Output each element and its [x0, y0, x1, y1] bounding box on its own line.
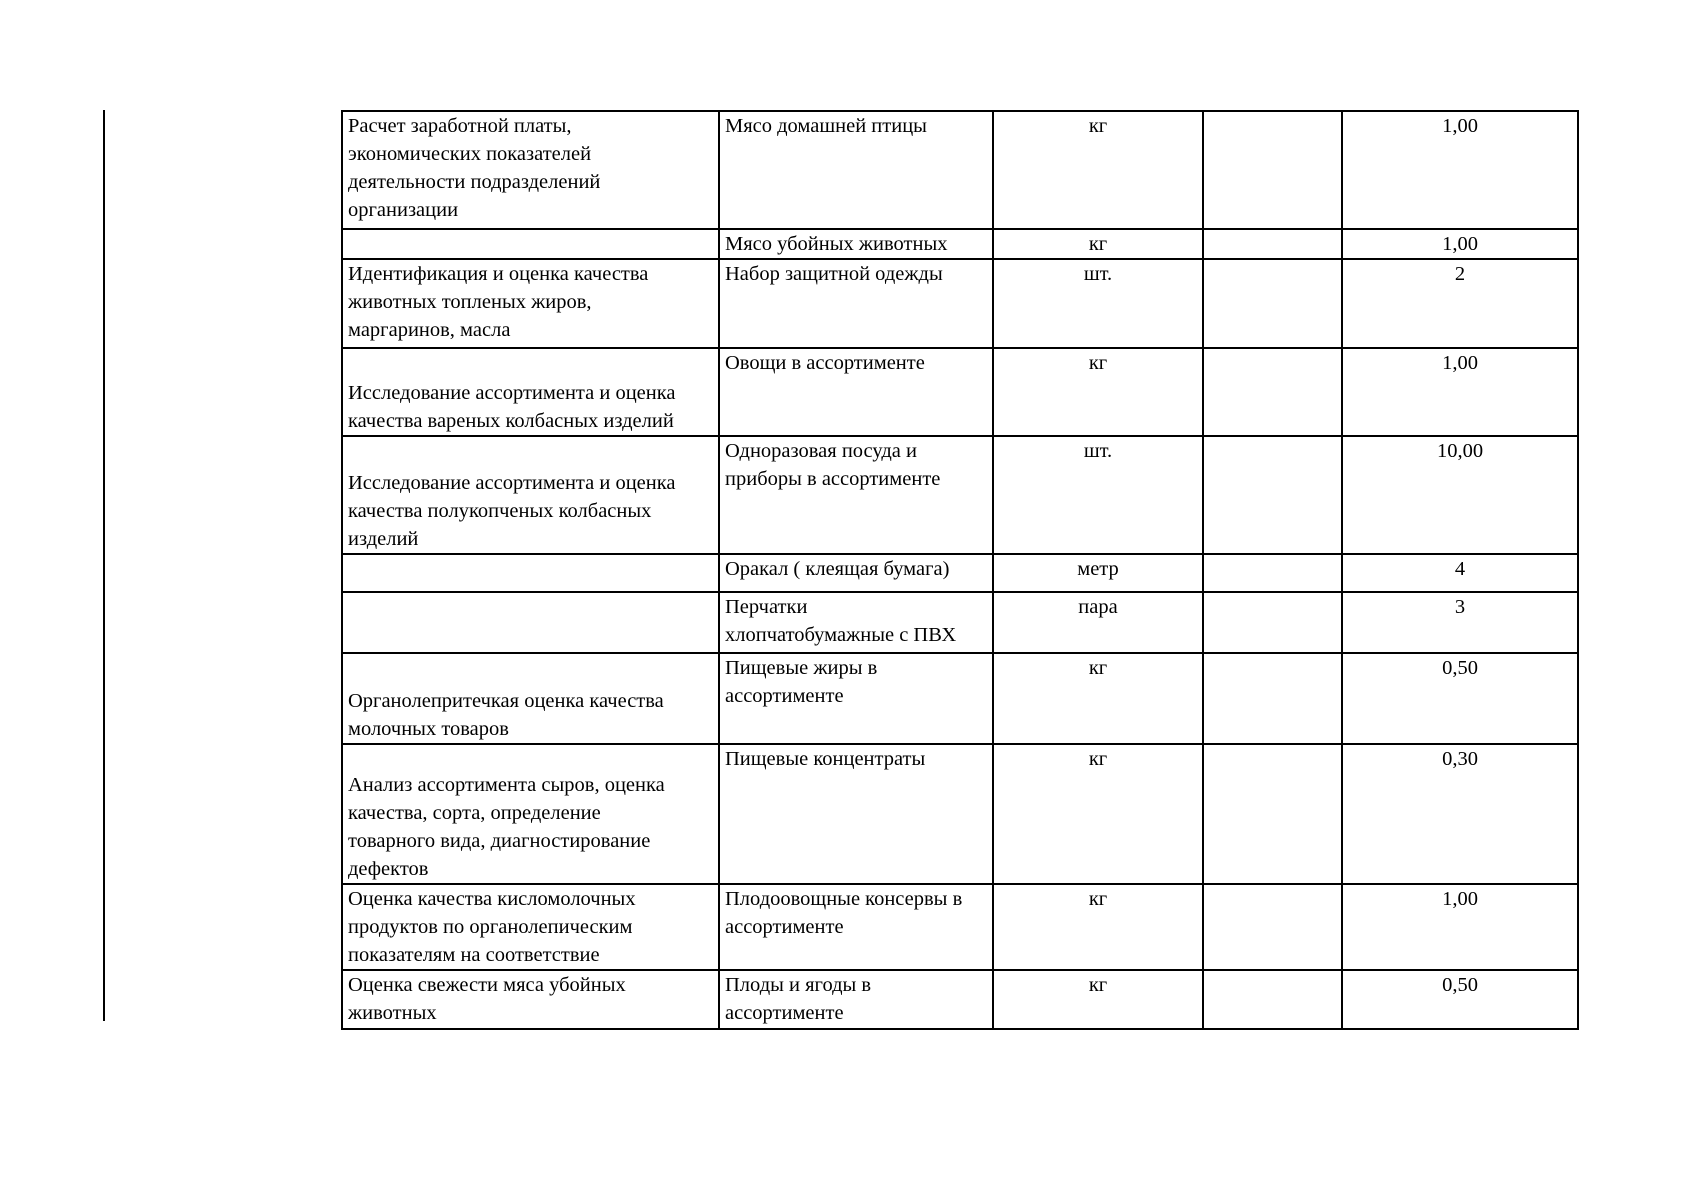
topic-cell: Исследование ассортимента и оценка качества вареных колбасных изделий: [342, 348, 719, 436]
blank-cell: [1203, 592, 1342, 653]
blank-cell: [1203, 259, 1342, 348]
item-cell: Одноразовая посуда и приборы в ассортименте: [719, 436, 993, 554]
unit-cell: кг: [993, 348, 1203, 436]
blank-cell: [1203, 653, 1342, 744]
item-cell: Перчатки хлопчатобумажные с ПВХ: [719, 592, 993, 653]
blank-cell: [1203, 744, 1342, 884]
item-cell: Пищевые жиры в ассортименте: [719, 653, 993, 744]
topic-cell: Идентификация и оценка качества животных топленых жиров, маргаринов, масла: [342, 259, 719, 348]
unit-cell: кг: [993, 884, 1203, 970]
table-row: [342, 744, 1578, 884]
table-row: [342, 436, 1578, 554]
quantity-cell: 0,50: [1342, 970, 1578, 1029]
unit-cell: кг: [993, 229, 1203, 259]
topic-cell: Расчет заработной платы, экономических показателей деятельности подразделений организации: [342, 111, 719, 229]
item-cell: Пищевые концентраты: [719, 744, 993, 884]
topic-cell: Оценка качества кисломолочных продуктов по органолепическим показателям на соответствие: [342, 884, 719, 970]
blank-cell: [1203, 884, 1342, 970]
quantity-cell: 1,00: [1342, 111, 1578, 229]
table-row: [342, 259, 1578, 348]
quantity-cell: 1,00: [1342, 229, 1578, 259]
quantity-cell: 0,50: [1342, 653, 1578, 744]
item-cell: Мясо убойных животных: [719, 229, 993, 259]
blank-cell: [1203, 111, 1342, 229]
unit-cell: кг: [993, 744, 1203, 884]
item-cell: Мясо домашней птицы: [719, 111, 993, 229]
item-cell: Оракал ( клеящая бумага): [719, 554, 993, 592]
item-cell: Набор защитной одежды: [719, 259, 993, 348]
topic-cell: Анализ ассортимента сыров, оценка качества, сорта, определение товарного вида, диагностирование дефектов: [342, 744, 719, 884]
quantity-cell: 4: [1342, 554, 1578, 592]
topic-cell: Исследование ассортимента и оценка качества полукопченых колбасных изделий: [342, 436, 719, 554]
table-row: [342, 554, 1578, 592]
table-row: [342, 348, 1578, 436]
table-row: [342, 884, 1578, 970]
topic-cell: [342, 554, 719, 592]
table-row: [342, 111, 1578, 229]
unit-cell: кг: [993, 970, 1203, 1029]
item-cell: Овощи в ассортименте: [719, 348, 993, 436]
blank-cell: [1203, 970, 1342, 1029]
quantity-cell: 2: [1342, 259, 1578, 348]
blank-cell: [1203, 554, 1342, 592]
topic-cell: Органолепритечкая оценка качества молочных товаров: [342, 653, 719, 744]
blank-cell: [1203, 436, 1342, 554]
materials-table: [341, 110, 1579, 1030]
unit-cell: кг: [993, 653, 1203, 744]
blank-cell: [1203, 229, 1342, 259]
unit-cell: шт.: [993, 436, 1203, 554]
topic-cell: [342, 229, 719, 259]
topic-cell: Оценка свежести мяса убойных животных: [342, 970, 719, 1029]
table-row: [342, 229, 1578, 259]
quantity-cell: 0,30: [1342, 744, 1578, 884]
table-row: [342, 592, 1578, 653]
unit-cell: кг: [993, 111, 1203, 229]
quantity-cell: 1,00: [1342, 884, 1578, 970]
item-cell: Плодоовощные консервы в ассортименте: [719, 884, 993, 970]
item-cell: Плоды и ягоды в ассортименте: [719, 970, 993, 1029]
quantity-cell: 10,00: [1342, 436, 1578, 554]
blank-cell: [1203, 348, 1342, 436]
table-row: [342, 970, 1578, 1029]
unit-cell: шт.: [993, 259, 1203, 348]
table-row: [342, 653, 1578, 744]
quantity-cell: 3: [1342, 592, 1578, 653]
unit-cell: пара: [993, 592, 1203, 653]
unit-cell: метр: [993, 554, 1203, 592]
topic-cell: [342, 592, 719, 653]
left-margin-line: [103, 110, 105, 1021]
quantity-cell: 1,00: [1342, 348, 1578, 436]
